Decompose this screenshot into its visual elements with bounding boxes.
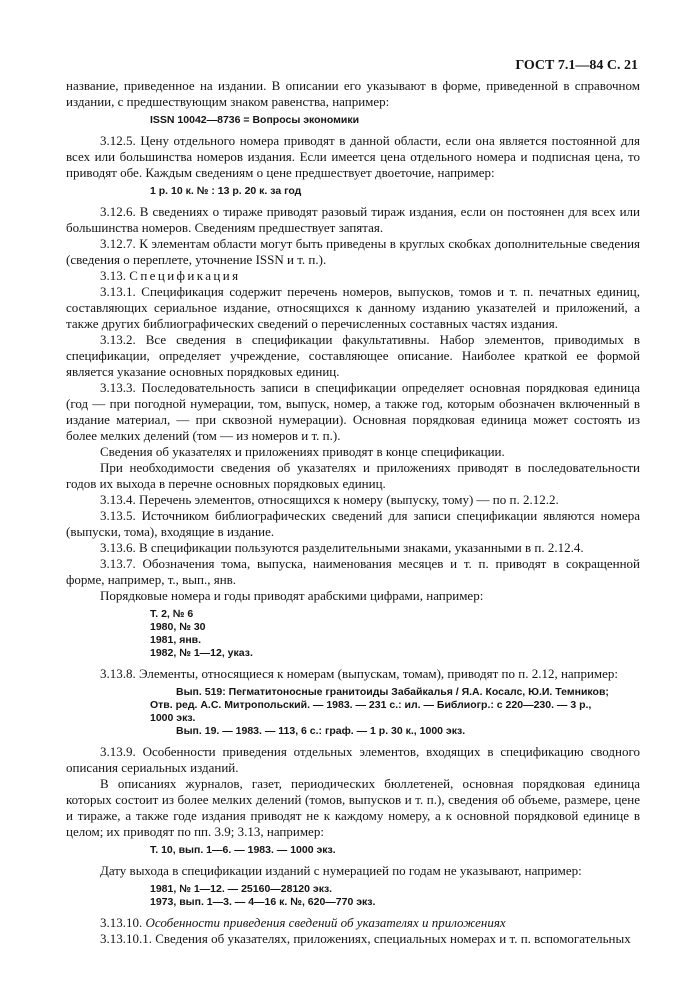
paragraph: В описаниях журналов, газет, периодических бюллетеней, основная порядковая единица которых состоит из более мелких делений (томов, выпусков и т. п.), сведения об объеме, размере, цене и тираже, а также годе издания приводят не к каждому номеру, а к основной порядковой единице в целом; их приводят по пп. 3.9; 3.13, например: <box>66 776 640 839</box>
example-line: 1980, № 30 <box>150 621 206 633</box>
example-issues <box>66 686 640 738</box>
example-volume: Т. 10, вып. 1—6. — 1983. — 1000 экз. <box>150 844 336 856</box>
paragraph-3-13-5: 3.13.5. Источником библиографических сведений для записи спецификации являются номера (выпуски, тома), входящие в издание. <box>66 508 640 539</box>
example-numbers <box>66 608 640 660</box>
section-number: 3.13.10. <box>100 915 143 930</box>
example-line: 1973, вып. 1—3. — 4—16 к. №, 620—770 экз. <box>150 896 376 908</box>
example-line: Вып. 519: Пегматитоносные гранитоиды Забайкалья / Я.А. Косалс, Ю.И. Темников; <box>176 686 609 698</box>
page-header: ГОСТ 7.1—84 С. 21 <box>515 58 638 73</box>
paragraph-3-13-1: 3.13.1. Спецификация содержит перечень номеров, выпусков, томов и т. п. печатных единиц, составляющих сериальное издание, относящихся к данному изданию указателей и приложений, а также других библиографических сведений о перечисленных составных частях издания. <box>66 284 640 331</box>
example-line: Т. 2, № 6 <box>150 608 194 620</box>
section-heading-3-13 <box>66 268 640 284</box>
example-line: 1000 экз. <box>150 712 196 724</box>
example-years <box>66 883 640 909</box>
paragraph: При необходимости сведения об указателях и приложениях приводят в последовательности годов их выхода в перечне основных порядковых единиц. <box>66 460 640 491</box>
section-title-italic: Особенности приведения сведений об указателях и приложениях <box>145 915 506 930</box>
section-number: 3.13. <box>100 268 126 283</box>
paragraph: название, приведенное на издании. В описании его указывают в форме, приведенной в справочном издании, с предшествующим знаком равенства, например: <box>66 78 640 109</box>
page-content <box>66 78 640 947</box>
paragraph-3-13-2: 3.13.2. Все сведения в спецификации факультативны. Набор элементов, приводимых в спецификации, определяет учреждение, составляющее описание. Наиболее краткой ее формой является указание основных порядковых единиц. <box>66 332 640 379</box>
paragraph: Сведения об указателях и приложениях приводят в конце спецификации. <box>100 444 505 459</box>
paragraph-3-12-6: 3.12.6. В сведениях о тираже приводят разовый тираж издания, если он постоянен для всех или большинства номеров. Сведениям предшествует запятая. <box>66 204 640 235</box>
paragraph-3-13-10-1: 3.13.10.1. Сведения об указателях, приложениях, специальных номерах и т. п. вспомогательных <box>100 931 631 946</box>
paragraph: Дату выхода в спецификации изданий с нумерацией по годам не указывают, например: <box>100 863 582 878</box>
example-line: 1981, янв. <box>150 634 202 646</box>
example-line: 1982, № 1—12, указ. <box>150 647 253 659</box>
paragraph-3-13-6: 3.13.6. В спецификации пользуются разделительными знаками, указанными в п. 2.12.4. <box>100 540 584 555</box>
example-line: 1981, № 1—12. — 25160—28120 экз. <box>150 883 333 895</box>
paragraph-3-13-9: 3.13.9. Особенности приведения отдельных элементов, входящих в спецификацию сводного описания сериальных изданий. <box>66 744 640 775</box>
example-price: 1 р. 10 к. № : 13 р. 20 к. за год <box>150 185 302 197</box>
paragraph-3-12-5: 3.12.5. Цену отдельного номера приводят в данной области, если она является постоянной для всех или большинства номеров издания. Если имеется цена отдельного номера и подписная цена, то приводят обе. Каждым сведениям о цене предшествует двоеточие, например: <box>66 133 640 180</box>
paragraph-3-13-3: 3.13.3. Последовательность записи в спецификации определяет основная порядковая единица (год — при погодной нумерации, том, выпуск, номер, а также год, которым обозначен включенный в издание материал, — при сквозной нумерации). Основная порядковая единица может состоять из более мелких делений (том — из номеров и т. п.). <box>66 380 640 443</box>
section-title: Спецификация <box>129 268 241 283</box>
example-line: Вып. 19. — 1983. — 113, 6 с.: граф. — 1 р. 30 к., 1000 экз. <box>176 725 466 737</box>
paragraph-3-13-8: 3.13.8. Элементы, относящиеся к номерам (выпускам, томам), приводят по п. 2.12, например: <box>100 666 619 681</box>
section-heading-3-13-10 <box>66 915 640 931</box>
paragraph-3-12-7: 3.12.7. К элементам области могут быть приведены в круглых скобках дополнительные сведения (сведения о переплете, уточнение ISSN и т. п.). <box>66 236 640 267</box>
paragraph-3-13-4: 3.13.4. Перечень элементов, относящихся к номеру (выпуску, тому) — по п. 2.12.2. <box>100 492 559 507</box>
example-issn: ISSN 10042—8736 = Вопросы экономики <box>150 114 360 126</box>
example-line: Отв. ред. А.С. Митропольский. — 1983. — 231 с.: ил. — Библиогр.: с 220—230. — 3 р., <box>150 699 592 711</box>
paragraph: Порядковые номера и годы приводят арабскими цифрами, например: <box>100 588 484 603</box>
paragraph-3-13-7: 3.13.7. Обозначения тома, выпуска, наименования месяцев и т. п. приводят в сокращенной форме, например, т., вып., янв. <box>66 556 640 587</box>
